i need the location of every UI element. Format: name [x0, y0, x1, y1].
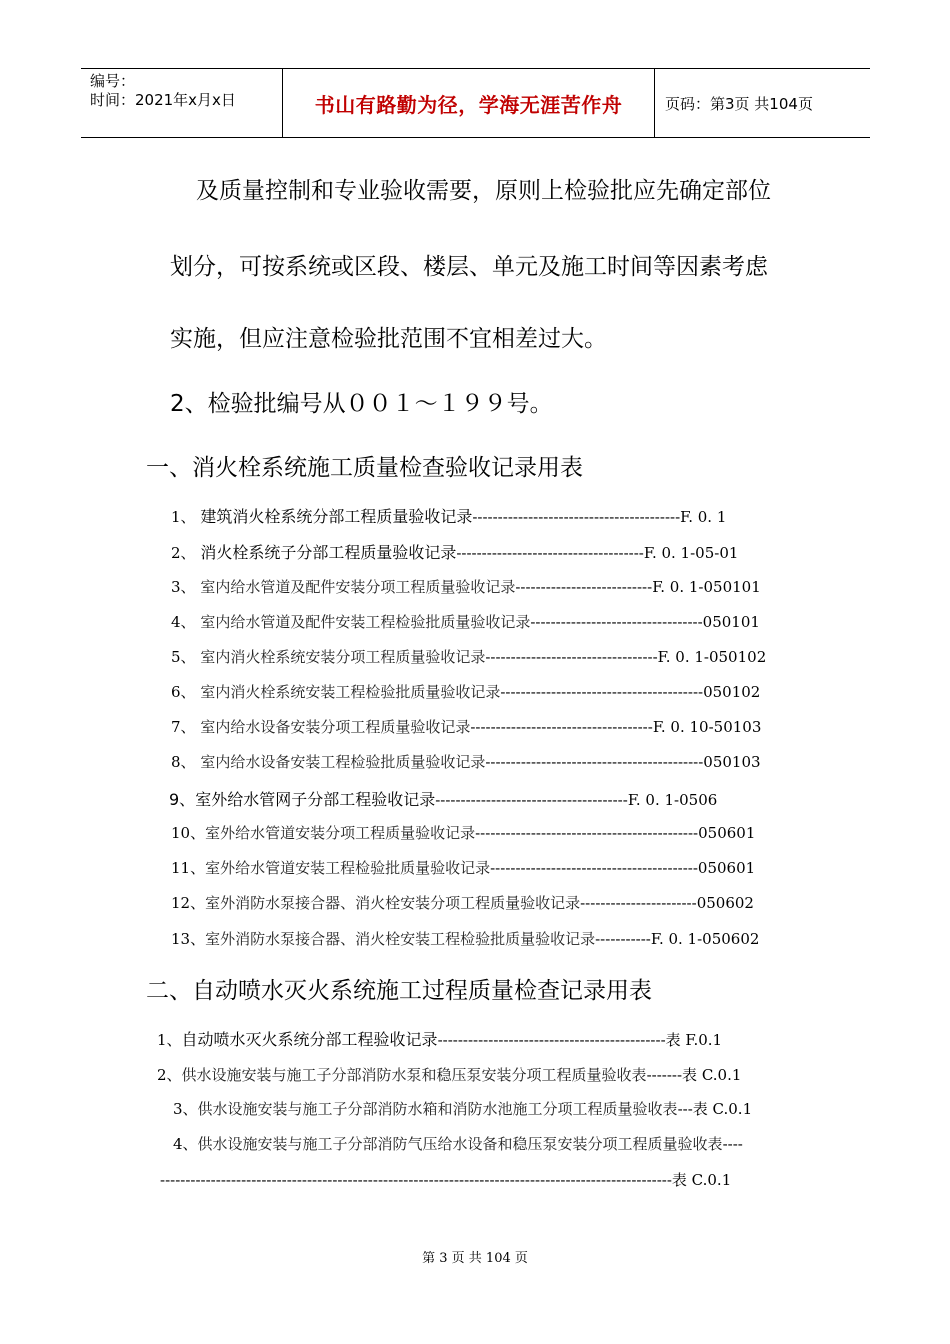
- toc-entry-code: F. 0. 1-05-01: [643, 544, 739, 562]
- toc-entry-title: 室外给水管道安装工程检验批质量验收记录: [205, 859, 491, 877]
- toc-entry[interactable]: [171, 540, 738, 563]
- toc-entry-code: 050601: [698, 824, 756, 842]
- toc-entry-leader: ----------------------------------: [530, 613, 703, 631]
- toc-entry[interactable]: [171, 751, 761, 772]
- toc-entry-code: 050101: [702, 613, 760, 631]
- toc-entry-number: 1、: [171, 508, 196, 526]
- toc-entry-title: 供水设施安装与施工子分部消防水泵和稳压泵安装分项工程质量验收表: [181, 1066, 647, 1084]
- toc-entry-code: 表 C.0.1: [692, 1100, 753, 1118]
- toc-entry-number: 10、: [171, 824, 206, 842]
- toc-entry-leader: --------------------------------------------: [475, 824, 699, 842]
- toc-entry-title: 室内给水管道及配件安装工程检验批质量验收记录: [200, 613, 531, 631]
- toc-entry[interactable]: [173, 1098, 752, 1119]
- toc-entry-leader: ------------------------------------: [470, 718, 653, 736]
- toc-entry-code: F. 0. 1-050101: [652, 578, 761, 596]
- toc-entry-title: 室外给水管网子分部工程验收记录: [195, 790, 436, 809]
- toc-entry-title: 室内给水设备安装工程检验批质量验收记录: [200, 753, 486, 771]
- toc-entry-number: 9、: [169, 790, 196, 809]
- page-header: [81, 68, 870, 138]
- toc-entry-code: 050102: [703, 683, 761, 701]
- toc-entry-title: 建筑消火栓系统分部工程质量验收记录: [200, 507, 473, 526]
- toc-entry-code: F. 0. 1-050602: [650, 930, 760, 948]
- section-1-heading: 一、消火栓系统施工质量检查验收记录用表: [146, 455, 583, 481]
- toc-entry-title: 室外消防水泵接合器、消火栓安装工程检验批质量验收记录: [205, 930, 596, 948]
- toc-entry-number: 5、: [171, 648, 196, 666]
- toc-entry-leader: ----------------------------------------: [472, 508, 676, 526]
- toc-entry[interactable]: [157, 1027, 722, 1050]
- toc-entry-leader: ----: [722, 1135, 743, 1153]
- toc-entry-number: 4、: [171, 613, 196, 631]
- toc-entry[interactable]: [171, 857, 755, 878]
- header-meta: [81, 69, 283, 137]
- toc-entry-code: 050103: [703, 753, 761, 771]
- toc-entry-code: -F. 0. 1: [675, 508, 727, 526]
- toc-entry-number: 2、: [171, 544, 196, 562]
- toc-entry-leader: -----------------------------------------------------------------------------------------------------: [160, 1171, 672, 1189]
- toc-entry-title: 室内给水管道及配件安装分项工程质量验收记录: [200, 578, 516, 596]
- page-footer: 第 3 页 共 104 页: [422, 1251, 528, 1266]
- toc-entry[interactable]: [171, 822, 755, 843]
- toc-entry-number: 6、: [171, 683, 196, 701]
- toc-entry-leader: ---------------------------------------------: [437, 1031, 666, 1049]
- toc-entry-continuation: [160, 1169, 731, 1190]
- document-number-label: 编号：: [90, 72, 136, 90]
- toc-entry-title: 室外给水管道安装分项工程质量验收记录: [205, 824, 476, 842]
- toc-entry[interactable]: [171, 576, 761, 597]
- toc-entry-code: 表 C.0.1: [682, 1066, 742, 1084]
- toc-entry-number: 4、: [173, 1135, 198, 1153]
- header-motto: 书山有路勤为径，学海无涯苦作舟: [283, 69, 655, 137]
- toc-entry-number: 13、: [171, 930, 206, 948]
- toc-entry-code: F. 0. 1-0506: [627, 791, 718, 809]
- toc-entry-leader: ----------------------------------: [485, 648, 658, 666]
- toc-entry-title: 消火栓系统子分部工程质量验收记录: [200, 543, 457, 562]
- toc-entry[interactable]: [171, 611, 760, 632]
- toc-entry[interactable]: [171, 681, 760, 702]
- toc-entry-number: 7、: [171, 718, 196, 736]
- toc-entry[interactable]: [171, 716, 761, 737]
- section-2-heading: 二、自动喷水灭火系统施工过程质量检查记录用表: [146, 978, 652, 1004]
- toc-entry[interactable]: [157, 1064, 741, 1085]
- toc-entry-number: 3、: [171, 578, 196, 596]
- toc-entry-title: 室内消火栓系统安装分项工程质量验收记录: [200, 648, 486, 666]
- toc-entry-code: F. 0. 10-50103: [652, 718, 762, 736]
- intro-line-4: 2、检验批编号从００１～１９９号。: [170, 391, 553, 417]
- header-page-info: 页码：第3页 共104页: [665, 94, 813, 113]
- toc-entry-number: 1、: [157, 1031, 182, 1049]
- toc-entry[interactable]: [171, 504, 726, 527]
- toc-entry-code: 表 C.0.1: [671, 1171, 732, 1189]
- toc-entry-number: 12、: [171, 894, 206, 912]
- intro-line-3: 实施，但应注意检验批范围不宜相差过大。: [170, 326, 607, 352]
- toc-entry[interactable]: [173, 1133, 743, 1154]
- toc-entry-leader: -----------------------------------------: [490, 859, 698, 877]
- toc-entry-title: 室内消火栓系统安装工程检验批质量验收记录: [200, 683, 501, 701]
- toc-entry-number: 8、: [171, 753, 196, 771]
- toc-entry-number: 2、: [157, 1066, 182, 1084]
- toc-entry-title: 室内给水设备安装分项工程质量验收记录: [200, 718, 471, 736]
- toc-entry[interactable]: [171, 892, 754, 913]
- toc-entry-number: 3、: [173, 1100, 198, 1118]
- toc-entry-code: 050602: [696, 894, 754, 912]
- toc-entry-title: 供水设施安装与施工子分部消防气压给水设备和稳压泵安装分项工程质量验收表: [197, 1135, 723, 1153]
- toc-entry-leader: ---------------------------: [515, 578, 653, 596]
- toc-entry-number: 11、: [171, 859, 206, 877]
- toc-entry-leader: -------------------------------------: [456, 544, 644, 562]
- toc-entry-leader: -------------------------------------------: [485, 753, 704, 771]
- toc-entry-code: 050601: [697, 859, 756, 877]
- toc-entry[interactable]: [169, 787, 717, 810]
- intro-line-1: 及质量控制和专业验收需要，原则上检验批应先确定部位: [196, 178, 771, 204]
- toc-entry-leader: ---: [677, 1100, 693, 1118]
- toc-entry-title: 自动喷水灭火系统分部工程验收记录: [181, 1030, 438, 1049]
- toc-entry-leader: ----------------------------------------: [500, 683, 704, 701]
- toc-entry-title: 供水设施安装与施工子分部消防水箱和消防水池施工分项工程质量验收表: [197, 1100, 678, 1118]
- toc-entry-leader: --------------------------------------: [435, 791, 628, 809]
- intro-line-2: 划分，可按系统或区段、楼层、单元及施工时间等因素考虑: [170, 254, 768, 280]
- toc-entry-leader: -----------: [595, 930, 651, 948]
- toc-entry[interactable]: [171, 646, 766, 667]
- toc-entry-code: F. 0. 1-050102: [657, 648, 767, 666]
- toc-entry-leader: -------: [646, 1066, 683, 1084]
- toc-entry[interactable]: [171, 928, 759, 949]
- document-date-label: 时间：2021年x月x日: [90, 91, 236, 109]
- toc-entry-leader: -----------------------: [580, 894, 697, 912]
- toc-entry-code: 表 F.0.1: [665, 1031, 723, 1049]
- toc-entry-title: 室外消防水泵接合器、消火栓安装分项工程质量验收记录: [205, 894, 581, 912]
